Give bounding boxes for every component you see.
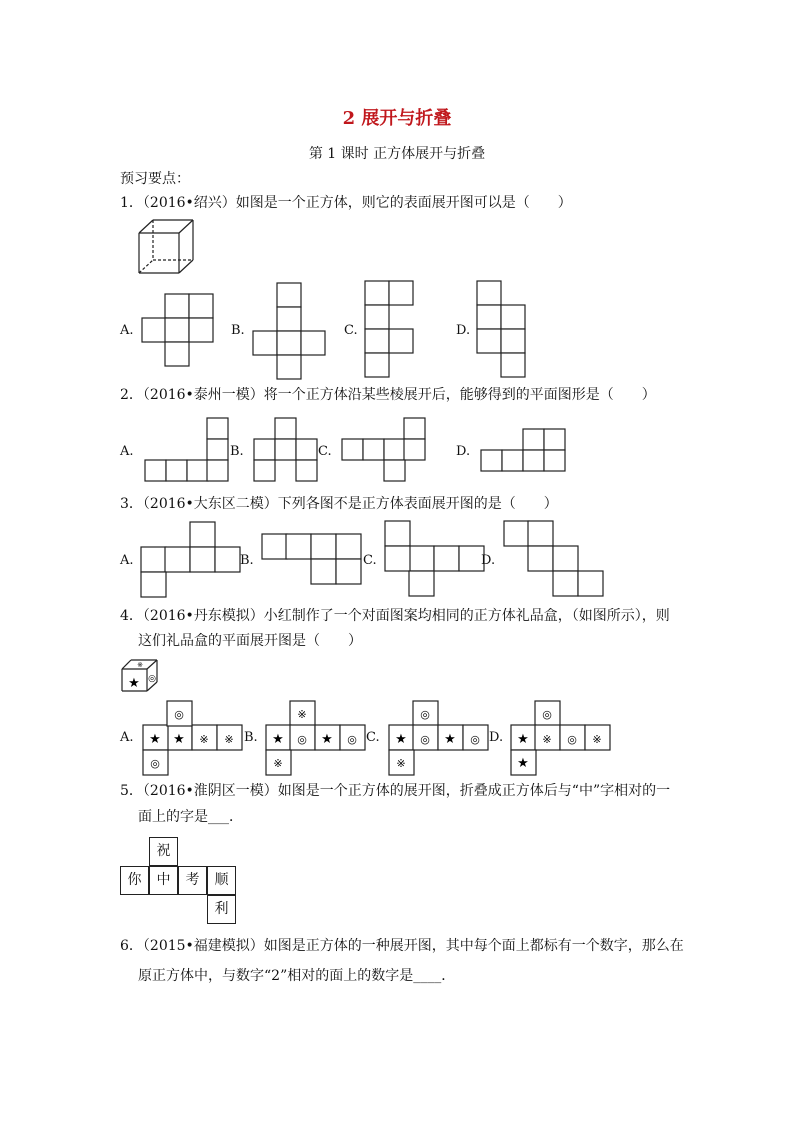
svg-text:★: ★ bbox=[149, 732, 161, 747]
q1-option-a-label: A. bbox=[120, 323, 134, 338]
q4-option-c-label: C. bbox=[366, 730, 380, 745]
question-5-text-line-2: 面上的字是___． bbox=[138, 809, 243, 825]
svg-text:★: ★ bbox=[321, 732, 333, 747]
svg-text:◎: ◎ bbox=[542, 708, 552, 721]
svg-text:◎: ◎ bbox=[470, 733, 480, 746]
svg-text:◎: ◎ bbox=[347, 733, 357, 746]
q1-option-c-net bbox=[364, 280, 416, 380]
svg-text:◎: ◎ bbox=[150, 757, 160, 770]
question-6-text-line-1: 6．（2015•福建模拟）如图是正方体的一种展开图，其中每个面上都标有一个数字，那么在 bbox=[120, 938, 684, 954]
svg-text:※: ※ bbox=[273, 757, 283, 770]
net-cell-top: 祝 bbox=[149, 837, 178, 866]
svg-text:※: ※ bbox=[199, 733, 209, 746]
svg-text:◎: ◎ bbox=[420, 733, 430, 746]
q1-option-a-net bbox=[141, 293, 217, 369]
q2-option-d-label: D. bbox=[456, 444, 471, 459]
mark-symbol: ※ bbox=[137, 661, 143, 669]
q4-option-b-net bbox=[265, 700, 369, 778]
q3-option-b-net bbox=[261, 533, 365, 587]
question-3-text: 3．（2016•大东区二模）下列各图不是正方体表面展开图的是（ ） bbox=[120, 496, 558, 512]
net-cell: 考 bbox=[178, 866, 207, 895]
question-6-text-line-2: 原正方体中，与数字“2”相对的面上的数字是____． bbox=[138, 968, 456, 984]
q1-option-b-label: B. bbox=[231, 323, 245, 338]
q1-option-c-label: C. bbox=[344, 323, 358, 338]
q2-option-b-net bbox=[253, 417, 321, 485]
cube-figure bbox=[138, 219, 196, 275]
question-4-text-line-1: 4．（2016•丹东模拟）小红制作了一个对面图案均相同的正方体礼品盒，（如图所示），则 bbox=[120, 608, 670, 624]
svg-text:◎: ◎ bbox=[174, 708, 184, 721]
svg-text:※: ※ bbox=[542, 733, 552, 746]
svg-text:※: ※ bbox=[396, 757, 406, 770]
q4-option-d-label: D. bbox=[489, 730, 504, 745]
net-cell: 你 bbox=[120, 866, 149, 895]
q2-option-c-net bbox=[341, 417, 429, 485]
q2-option-c-label: C. bbox=[318, 444, 332, 459]
section-label: 预习要点： bbox=[120, 171, 190, 187]
q3-option-a-label: A. bbox=[120, 553, 134, 568]
q1-option-d-net bbox=[476, 280, 528, 380]
star-symbol: ★ bbox=[128, 676, 140, 691]
net-cell-bottom: 利 bbox=[207, 895, 236, 924]
svg-text:★: ★ bbox=[517, 756, 529, 771]
q3-option-b-label: B. bbox=[240, 553, 254, 568]
svg-text:★: ★ bbox=[444, 732, 456, 747]
q3-option-c-net bbox=[384, 520, 488, 598]
q3-option-d-label: D. bbox=[481, 553, 496, 568]
q1-option-d-label: D. bbox=[456, 323, 471, 338]
gift-box-cube-figure bbox=[120, 658, 166, 694]
q4-option-d-net bbox=[510, 700, 614, 778]
question-2-text: 2．（2016•泰州一模）将一个正方体沿某些棱展开后，能够得到的平面图形是（ ） bbox=[120, 387, 656, 403]
question-4-text-line-2: 这们礼品盒的平面展开图是（ ） bbox=[138, 633, 362, 649]
svg-text:★: ★ bbox=[395, 732, 407, 747]
q4-option-c-net bbox=[388, 700, 492, 778]
q3-option-a-net bbox=[140, 521, 244, 599]
svg-text:◎: ◎ bbox=[567, 733, 577, 746]
question-5-text-line-1: 5．（2016•淮阴区一模）如图是一个正方体的展开图，折叠成正方体后与“中”字相对的一 bbox=[120, 783, 671, 799]
q2-option-d-net bbox=[480, 428, 570, 474]
q2-option-a-net bbox=[144, 417, 232, 485]
svg-text:★: ★ bbox=[272, 732, 284, 747]
svg-text:◎: ◎ bbox=[297, 733, 307, 746]
q4-option-b-label: B. bbox=[244, 730, 258, 745]
q4-option-a-label: A. bbox=[120, 730, 134, 745]
svg-text:◎: ◎ bbox=[420, 708, 430, 721]
svg-text:★: ★ bbox=[517, 732, 529, 747]
q3-option-c-label: C. bbox=[363, 553, 377, 568]
svg-text:※: ※ bbox=[297, 708, 307, 721]
circle-symbol: ◎ bbox=[148, 674, 156, 684]
q2-option-b-label: B. bbox=[230, 444, 244, 459]
net-cell: 中 bbox=[149, 866, 178, 895]
question-1-text: 1．（2016•绍兴）如图是一个正方体，则它的表面展开图可以是（ ） bbox=[120, 195, 572, 211]
q3-option-d-net bbox=[503, 520, 607, 598]
svg-text:※: ※ bbox=[224, 733, 234, 746]
page-title: 2 展开与折叠 bbox=[342, 108, 452, 129]
q1-option-b-net bbox=[252, 282, 328, 382]
net-cell: 顺 bbox=[207, 866, 236, 895]
page-subtitle: 第 1 课时 正方体展开与折叠 bbox=[308, 146, 486, 162]
svg-text:★: ★ bbox=[173, 732, 185, 747]
q4-option-a-net bbox=[142, 700, 246, 778]
q5-net-figure bbox=[120, 837, 240, 927]
svg-text:※: ※ bbox=[592, 733, 602, 746]
q2-option-a-label: A. bbox=[120, 444, 134, 459]
